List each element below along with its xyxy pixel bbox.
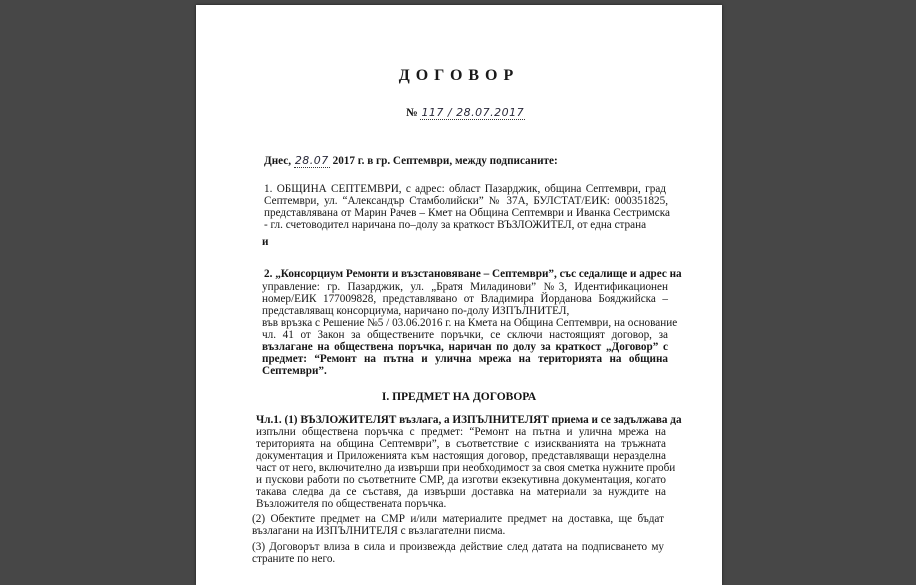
article-line: документация и Приложенията към настоящия договор, представляващи неразделна xyxy=(256,450,666,462)
party2-line: възлагане на обществена поръчка, наричан по долу за краткост „Договор” с xyxy=(262,341,668,353)
party2-line: във връзка с Решение №5 / 03.06.2016 г. на Кмета на Община Септември, на основание xyxy=(262,317,678,329)
party1-line: представлявана от Марин Рачев – Кмет на Община Септември и Иванка Сестримска xyxy=(264,207,670,219)
date-handwritten: 28.07 xyxy=(294,154,329,167)
date-line xyxy=(264,155,558,167)
party1-line: Септември, ул. “Александър Стамболийски” № 37А, БУЛСТАТ/ЕИК: 000351825, xyxy=(264,195,668,207)
article-line: (3) Договорът влиза в сила и произвежда действие след датата на подписването му xyxy=(252,541,664,553)
party2-line: 2. „Консорциум Ремонти и възстановяване – Септември”, със седалище и адрес на xyxy=(264,268,682,280)
article-line: страните по него. xyxy=(252,553,336,565)
party1-line: - гл. счетоводител наричана по–долу за краткост ВЪЗЛОЖИТЕЛ, от една страна xyxy=(264,219,647,231)
number-prefix: № xyxy=(406,107,418,119)
article-line: Възложителя по обществената поръчка. xyxy=(256,498,447,510)
article-line: такава следва да се съставя, да извърши доставка на материали за нуждите на xyxy=(256,486,666,498)
article-line: територията на община Септември”, в съответствие с изискванията на тръжната xyxy=(256,438,666,450)
document-title: ДОГОВОР xyxy=(398,67,520,84)
date-suffix: 2017 г. в гр. Септември, между подписаните: xyxy=(332,155,558,167)
article-line: част от него, включително да извърши при необходимост за своя сметка нужните проби xyxy=(256,462,676,474)
contract-number xyxy=(406,106,525,119)
section-heading: I. ПРЕДМЕТ НА ДОГОВОРА xyxy=(381,391,537,403)
party2-line: чл. 41 от Закон за обществените поръчки, се сключи настоящият договор, за xyxy=(262,329,668,341)
article-line: Чл.1. (1) ВЪЗЛОЖИТЕЛЯТ възлага, а ИЗПЪЛНИТЕЛЯТ приема и се задължава да xyxy=(256,414,682,426)
document-page xyxy=(196,5,722,585)
date-prefix: Днес, xyxy=(264,155,292,167)
article-line: възлагани на ИЗПЪЛНИТЕЛЯ с възлагателни писма. xyxy=(252,525,506,537)
party2-line: управление: гр. Пазарджик, ул. „Братя Миладинови” №3, Идентификационен xyxy=(262,281,668,293)
party2-line: Септември”. xyxy=(262,365,327,377)
party2-line: представляващ консорциума, наричано по-долу ИЗПЪЛНИТЕЛ, xyxy=(262,305,570,317)
conjunction: и xyxy=(262,236,269,248)
party2-line: предмет: “Ремонт на пътна и улична мрежа на територията на община xyxy=(262,353,668,365)
contract-number-handwritten: 117 / 28.07.2017 xyxy=(421,106,525,119)
article-line: и пускови работи по съответните СМР, да изготви екзекутивна документация, когато xyxy=(256,474,666,486)
party1-line: 1. ОБЩИНА СЕПТЕМВРИ, с адрес: област Пазарджик, община Септември, град xyxy=(264,183,666,195)
article-line: изпълни обществена поръчка с предмет: “Ремонт на пътна и улична мрежа на xyxy=(256,426,666,438)
article-line: (2) Обектите предмет на СМР и/или материалите предмет на доставка, ще бъдат xyxy=(252,513,664,525)
party2-line: номер/ЕИК 177009828, представлявано от Владимира Йорданова Бояджийска – xyxy=(262,293,668,305)
